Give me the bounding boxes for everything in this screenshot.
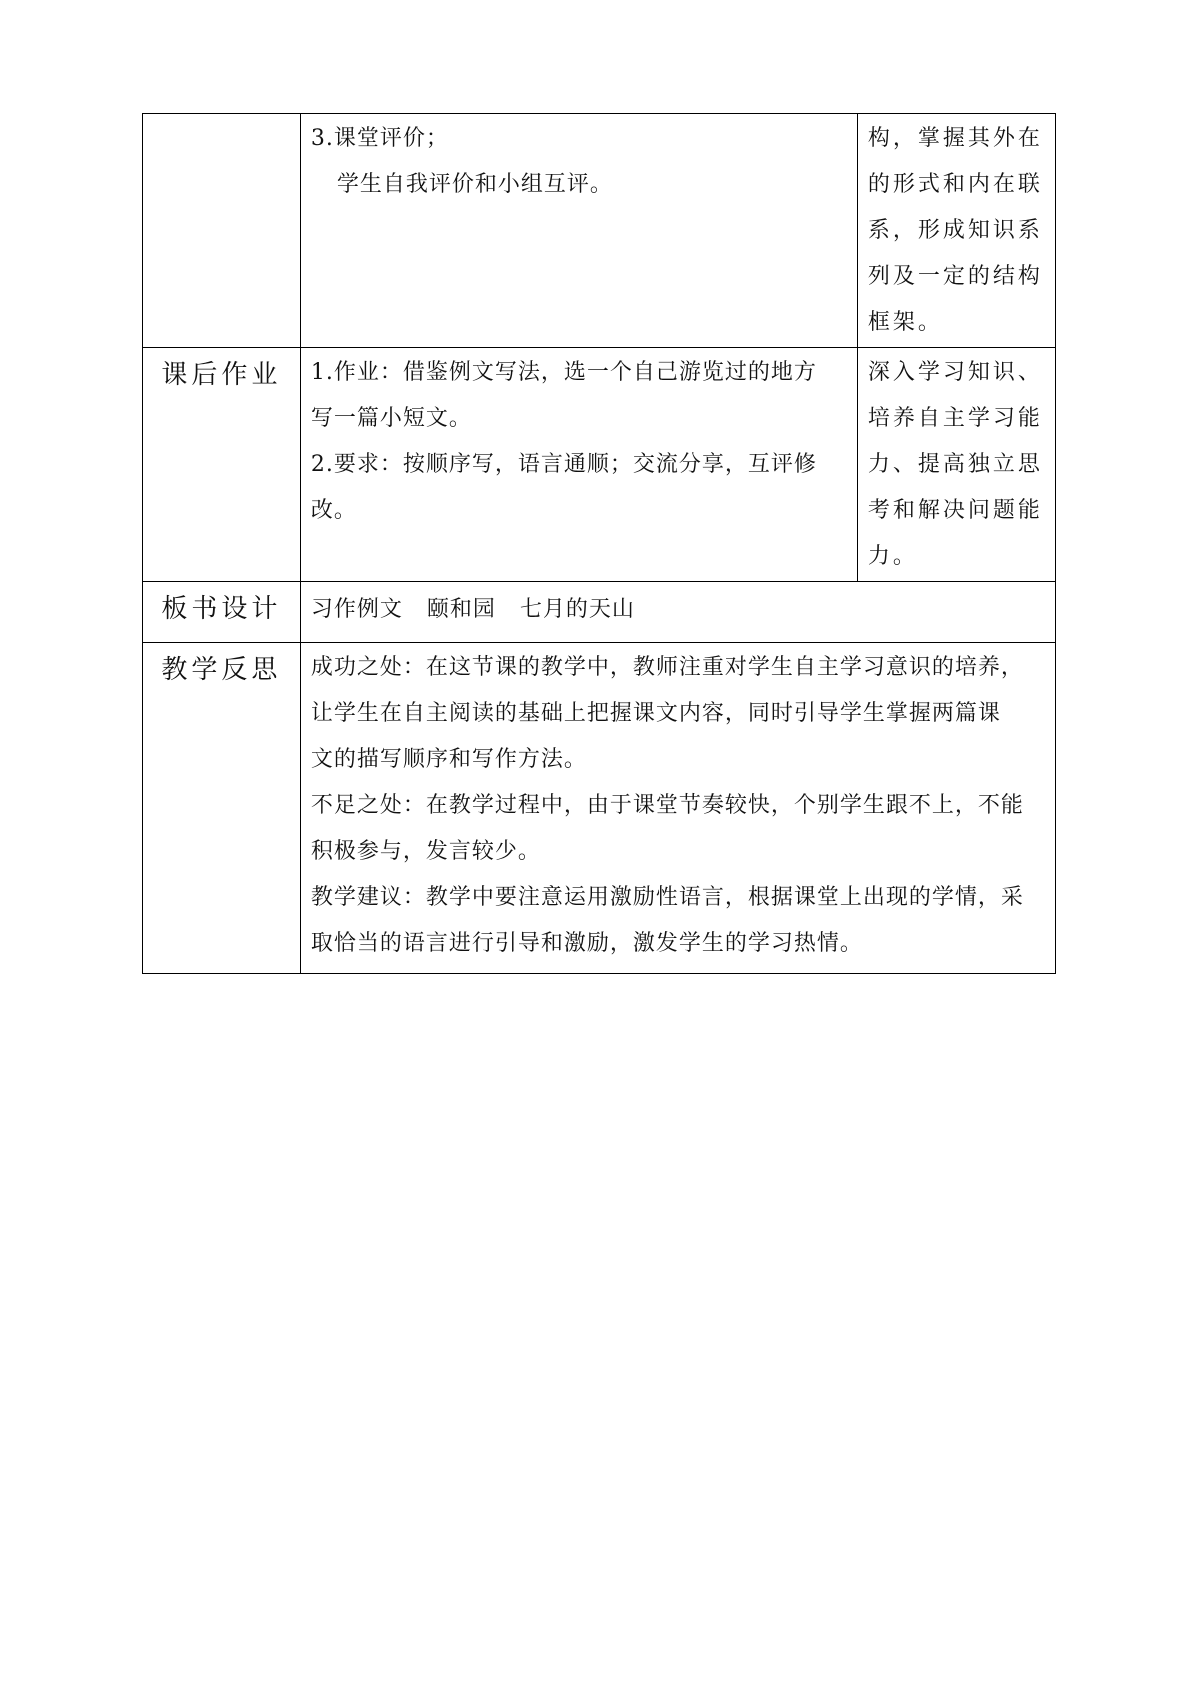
- homework-goal-cell: [857, 348, 1055, 582]
- evaluation-goal-line-3: 系，形成知识系: [867, 218, 1043, 243]
- homework-goal-line-1: 深入学习知识、: [867, 360, 1043, 385]
- evaluation-goal-line-2: 的形式和内在联: [867, 172, 1043, 197]
- homework-content-cell: [300, 348, 857, 582]
- table-row-reflection: [143, 643, 1056, 974]
- table-row-evaluation: [143, 114, 1056, 348]
- homework-goal-line-3: 力、提高独立思: [867, 452, 1043, 477]
- reflection-content-cell: [300, 643, 1055, 974]
- board-label: 板书设计: [161, 594, 282, 624]
- board-label-cell: [143, 582, 301, 643]
- evaluation-content-cell: [300, 114, 857, 348]
- homework-goal-line-5: 力。: [867, 544, 918, 569]
- evaluation-goal-line-5: 框架。: [867, 310, 943, 335]
- homework-label-cell: [143, 348, 301, 582]
- lesson-plan-table: [142, 113, 1056, 974]
- reflection-line-5: 积极参与，发言较少。: [310, 839, 541, 864]
- evaluation-goal-cell: [857, 114, 1055, 348]
- homework-line-4: 改。: [310, 498, 357, 523]
- homework-label: 课后作业: [161, 360, 282, 390]
- label-cell-empty: [143, 114, 301, 348]
- reflection-line-6: 教学建议：教学中要注意运用激励性语言，根据课堂上出现的学情，采: [310, 885, 1024, 910]
- reflection-line-4: 不足之处：在教学过程中，由于课堂节奏较快，个别学生跟不上，不能: [310, 793, 1024, 818]
- table-row-board-design: [143, 582, 1056, 643]
- homework-goal-line-4: 考和解决问题能: [867, 498, 1043, 523]
- reflection-label-cell: [143, 643, 301, 974]
- evaluation-goal-line-4: 列及一定的结构: [867, 264, 1043, 289]
- board-text: 习作例文 颐和园 七月的天山: [310, 597, 635, 622]
- reflection-line-2: 让学生在自主阅读的基础上把握课文内容，同时引导学生掌握两篇课: [310, 701, 1001, 726]
- homework-line-1: 1.作业：借鉴例文写法，选一个自己游览过的地方: [310, 360, 817, 385]
- reflection-line-7: 取恰当的语言进行引导和激励，激发学生的学习热情。: [310, 931, 863, 956]
- homework-line-2: 写一篇小短文。: [310, 406, 472, 431]
- reflection-label: 教学反思: [161, 655, 282, 685]
- reflection-line-3: 文的描写顺序和写作方法。: [310, 747, 587, 772]
- reflection-line-1: 成功之处：在这节课的教学中，教师注重对学生自主学习意识的培养，: [310, 655, 1024, 680]
- evaluation-line-2: 学生自我评价和小组互评。: [336, 172, 613, 197]
- board-content-cell: [300, 582, 1055, 643]
- evaluation-goal-line-1: 构，掌握其外在: [867, 126, 1043, 151]
- table-row-homework: [143, 348, 1056, 582]
- evaluation-line-1: 3.课堂评价；: [310, 126, 449, 151]
- homework-line-3: 2.要求：按顺序写，语言通顺；交流分享，互评修: [310, 452, 817, 477]
- homework-goal-line-2: 培养自主学习能: [867, 406, 1043, 431]
